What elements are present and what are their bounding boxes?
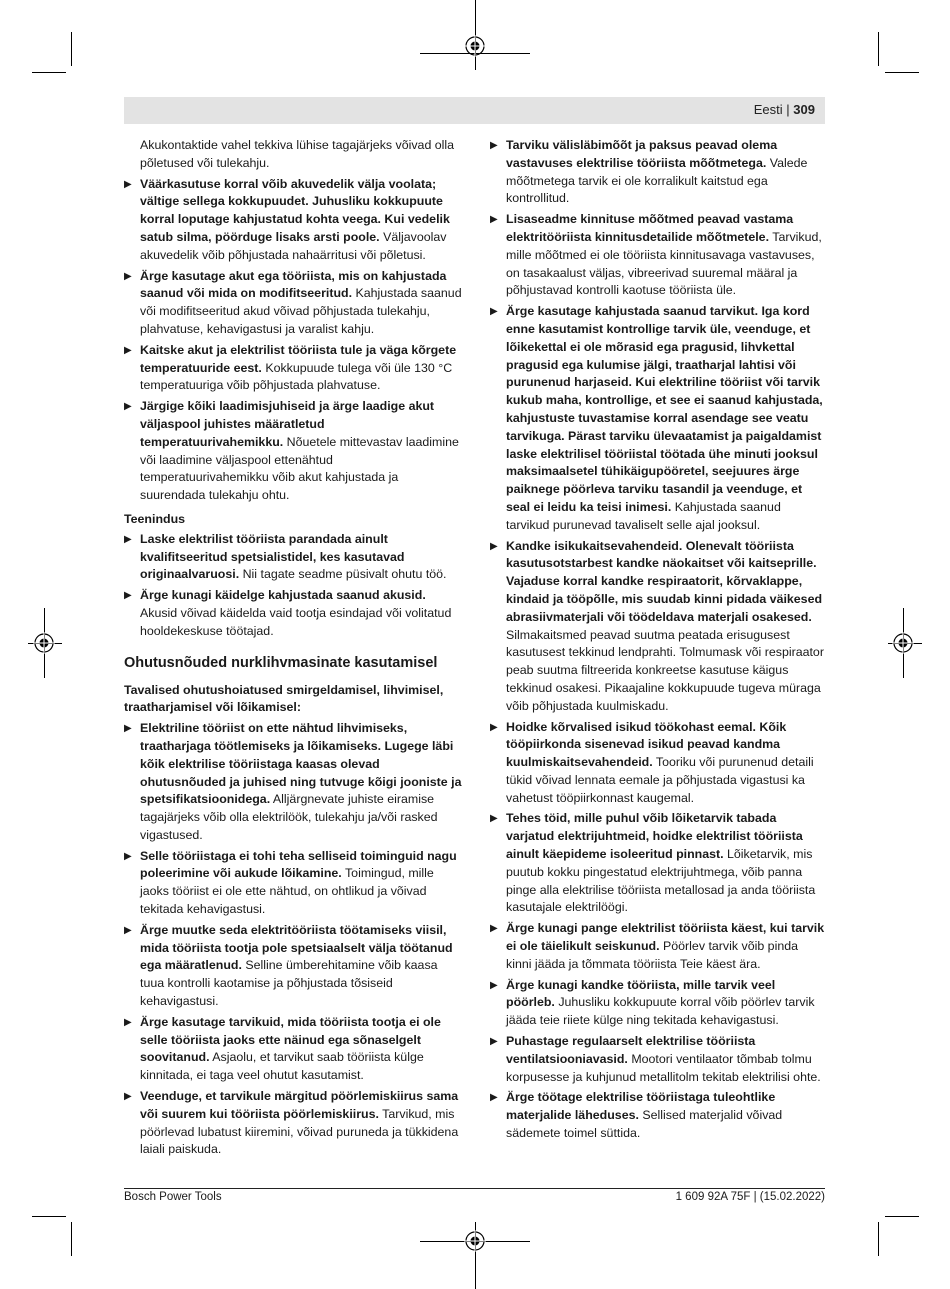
item-body-text: Kokkupuude tulega või üle 130 °C temperatuuriga võib põhjustada plahvatuse. (140, 360, 453, 393)
list-item (124, 848, 464, 919)
footer-doc-id: 1 609 92A 75F | (15.02.2022) (675, 1191, 825, 1203)
item-bold-text: Ärge muutke seda elektritööriista töötamiseks viisil, mida tööriista tootja pole spetsiaalselt välja töötanud ega määratlenud. (140, 922, 453, 973)
crop-mark (878, 32, 879, 66)
item-body-text: Valede mõõtmetega tarvik ei ole korralikult kaitstud ega kontrollitud. (506, 155, 808, 206)
item-body-text: Tooriku või purunenud detaili tükid võivad lennata eemale ja põhjustada vigastusi ka vahetust tööpiirkonnast kaugemal. (506, 755, 814, 805)
item-body-text: Sellised materjalid võivad sädemete toimel süttida. (506, 1108, 783, 1141)
item-bold-text: Laske elektrilist tööriista parandada ainult kvalifitseeritud spetsialistidel, kes kasutavad originaalvaruosi. (140, 531, 405, 582)
bullet-arrow-icon: ▶ (490, 979, 498, 991)
list-item (490, 1089, 826, 1142)
bullet-arrow-icon: ▶ (124, 401, 132, 413)
item-body-text: Asjaolu, et tarvikut saab tööriista külge kinnitada, ei taga veel ohutut kasutamist. (140, 1050, 424, 1083)
item-bold-text: Tehes töid, mille puhul võib lõiketarvik tabada varjatud elektrijuhtmeid, hoidke elektrilist tööriista ainult käepideme isoleeritud pinnast. (506, 811, 803, 862)
service-item-list (124, 531, 464, 641)
page-header (124, 97, 825, 124)
item-body-text: Kahjustada saanud tarvikud purunevad tavaliselt selle ajal jooksul. (506, 499, 781, 532)
bullet-arrow-icon: ▶ (490, 813, 498, 825)
item-body-text: Väljavoolav akuvedelik võib põhjustada nahaärritusi või põletusi. (140, 229, 447, 262)
bullet-arrow-icon: ▶ (490, 306, 498, 318)
item-bold-text: Ärge kunagi pange elektrilist tööriista käest, kui tarvik ei ole täielikult seiskunud. (506, 921, 825, 954)
item-bold-text: Kandke isikukaitsevahendeid. Olenevalt tööriista kasutusotstarbest kandke näokaitset või kaitseprille. Vajaduse korral kandke respiraatorit, kõrvaklappe, kindaid ja tööpõlle, mis suudab kinni pidada väikesed abrasiivmaterjali või töödeldava materjali osakesed. (506, 538, 823, 624)
header-separator: | (786, 102, 790, 117)
item-bold-text: Ärge kasutage tarvikuid, mida tööriista tootja ei ole selle tööriista jaoks ette näinud ega sõnaselgelt soovitanud. (140, 1014, 441, 1065)
crop-mark (71, 32, 72, 66)
item-body-text: Nii tagate seadme püsivalt ohutu töö. (239, 567, 447, 582)
bullet-arrow-icon: ▶ (124, 723, 132, 735)
section-title: Ohutusnõuded nurklihvmasinate kasutamisel (124, 654, 438, 671)
item-body-text: Toimingud, mille jaoks tööriist ei ole ette nähtud, on ohtlikud ja võivad tekitada kehavigastusi. (140, 866, 434, 917)
footer-rule (124, 1188, 825, 1189)
bullet-arrow-icon: ▶ (490, 923, 498, 935)
list-item (124, 342, 464, 395)
bullet-arrow-icon: ▶ (490, 214, 498, 226)
bullet-arrow-icon: ▶ (490, 140, 498, 151)
list-item (490, 977, 826, 1030)
bullet-arrow-icon: ▶ (124, 533, 132, 545)
bullet-arrow-icon: ▶ (490, 540, 498, 552)
bullet-arrow-icon: ▶ (124, 1016, 132, 1028)
crop-mark (878, 1222, 879, 1256)
item-bold-text: Ärge kunagi kandke tööriista, mille tarvik veel pöörleb. (506, 977, 776, 1010)
item-body-text: Mootori ventilaator tõmbab tolmu korpusesse ja kuhjunud metallitolm tekitab elektrilisi ohte. (506, 1051, 821, 1084)
item-bold-text: Elektriline tööriist on ette nähtud lihvimiseks, traatharjaga töötlemiseks ja lõikamiseks. Lugege läbi kõik elektrilise tööriistaga kaasas olevad ohutusnõuded ja juhised ning tutvuge kõigi jooniste ja spetsifikatsioonidega. (140, 721, 462, 807)
item-bold-text: Järgige kõiki laadimisjuhiseid ja ärge laadige akut väljaspool juhistes määratletud temperatuurivahemikku. (140, 399, 435, 449)
registration-mark-icon (464, 1230, 486, 1252)
right-item-list (490, 137, 826, 1143)
list-item (490, 538, 826, 716)
item-body-text: Akusid võivad käidelda vaid tootja esindajad või volitatud hooldekeskuse töötajad. (140, 605, 452, 638)
crop-mark (71, 1222, 72, 1256)
item-bold-text: Ärge kasutage akut ega tööriista, mis on kahjustada saanud või mida on modifitseeritud. (140, 268, 447, 301)
section-item-list (124, 720, 464, 1159)
list-item (124, 398, 464, 505)
list-item (124, 176, 464, 265)
list-item (490, 137, 826, 208)
crop-mark (885, 72, 919, 73)
item-body-text: Pöörlev tarvik võib pinda kinni jääda ja tõmmata tööriista Teie käest ära. (506, 939, 798, 971)
list-item (124, 1088, 464, 1159)
item-bold-text: Hoidke kõrvalised isikud töökohast eemal. Kõik tööpiirkonda sisenevad isikud peavad kandma kuulmiskaitsevahendeid. (506, 719, 787, 770)
list-item (490, 920, 826, 973)
lead-paragraph: Akukontaktide vahel tekkiva lühise tagajärjeks võivad olla põletused või tulekahju. (140, 138, 455, 170)
list-item (124, 720, 464, 845)
item-bold-text: Lisaseadme kinnituse mõõtmed peavad vastama elektritööriista kinnitusdetailide mõõtmetele. (506, 212, 794, 244)
item-bold-text: Ärge töötage elektrilise tööriistaga tuleohtlike materjalide läheduses. (506, 1090, 776, 1123)
bullet-arrow-icon: ▶ (490, 1092, 498, 1104)
header-language: Eesti (753, 102, 783, 117)
item-bold-text: Veenduge, et tarvikule märgitud pöörlemiskiirus sama või suurem kui tööriista pöörlemiskiirus. (140, 1089, 459, 1121)
bullet-arrow-icon: ▶ (490, 721, 498, 733)
item-body-text: Kahjustada saanud või modifitseeritud akud võivad põhjustada tulekahju, plahvatuse, kehavigastusi ja varalist kahju. (140, 286, 462, 336)
bullet-arrow-icon: ▶ (124, 590, 132, 602)
list-item (124, 587, 464, 640)
item-bold-text: Selle tööriistaga ei tohi teha selliseid toiminguid nagu poleerimine või aukude lõikamine. (140, 848, 457, 881)
crop-mark (32, 72, 66, 73)
bullet-arrow-icon: ▶ (124, 1091, 132, 1103)
item-bold-text: Puhastage regulaarselt elektrilise tööriista ventilatsiooniavasid. (506, 1034, 756, 1066)
bullet-arrow-icon: ▶ (490, 1036, 498, 1048)
item-bold-text: Kaitske akut ja elektrilist tööriista tule ja väga kõrgete temperatuuride eest. (140, 342, 457, 375)
service-heading: Teenindus (124, 511, 186, 526)
item-bold-text: Ärge kunagi käidelge kahjustada saanud akusid. (140, 588, 426, 603)
registration-mark-icon (464, 35, 486, 57)
item-body-text: Lõiketarvik, mis puutub kokku pingestatud elektrijuhtmega, võib panna pinge alla elektrilise tööriista metallosad ja anda tööriista kasutajale elektrilöögi. (506, 847, 816, 915)
bullet-arrow-icon: ▶ (124, 178, 132, 190)
item-bold-text: Väärkasutuse korral võib akuvedelik välja voolata; vältige sellega kokkupuudet. Juhusliku kokkupuute korral loputage kahjustatud kohta veega. Kui vedelik satub silma, pöörduge lisaks arsti poole. (140, 176, 450, 244)
list-item (124, 531, 464, 584)
item-bold-text: Tarviku välisläbimõõt ja paksus peavad olema vastavuses elektrilise tööriista mõõtmetega. (506, 138, 778, 170)
item-body-text: Silmakaitsmed peavad suutma peatada erisugusest kasutusest tekkinud lendprahti. Tolmumask või respiraator peab suutma filtreerida konkreetse kasutuse käigus tekkinud osakesi. Pikaajaline kokkupuude tugeva müraga võib põhjustada kuulmiskadu. (506, 627, 824, 713)
left-item-list (124, 176, 464, 505)
registration-mark-icon (892, 632, 914, 654)
item-body-text: Tarvikud, mis pöörlevad lubatust kiiremini, võivad puruneda ja tükkidena laiali paiskuda. (140, 1106, 459, 1157)
item-body-text: Juhusliku kokkupuute korral võib pöörlev tarvik jääda teie riiete külge ning tekitada kehavigastusi. (506, 995, 815, 1028)
bullet-arrow-icon: ▶ (124, 924, 132, 936)
list-item (124, 1014, 464, 1085)
list-item (124, 268, 464, 339)
registration-mark-icon (33, 632, 55, 654)
right-column (490, 137, 826, 1146)
left-column (124, 137, 464, 1162)
header-text (754, 102, 815, 117)
item-body-text: Selline ümberehitamine võib kaasa tuua kontrolli kaotamise ja põhjustada tõsiseid kehavigastusi. (140, 958, 438, 1009)
crop-mark (885, 1216, 919, 1217)
bullet-arrow-icon: ▶ (124, 270, 132, 282)
list-item (490, 1033, 826, 1086)
bullet-arrow-icon: ▶ (124, 344, 132, 356)
item-body-text: Tarvikud, mille mõõtmed ei ole tööriista kinnitusavaga vastavuses, on tasakaalust väljas, vibreerivad suuremal määral ja põhjustavad kontrolli kaotuse tööriista üle. (506, 229, 822, 298)
item-body-text: Nõuetele mittevastav laadimine või laadimine väljaspool ettenähtud temperatuurivahemikku võib akut kahjustada ja suurendada tulekahju ohtu. (140, 434, 459, 503)
crop-mark (32, 1216, 66, 1217)
section-intro: Tavalised ohutushoiatused smirgeldamisel, lihvimisel, traatharjamisel või lõikamisel: (124, 682, 444, 715)
list-item (490, 303, 826, 534)
item-bold-text: Ärge kasutage kahjustada saanud tarvikut. Iga kord enne kasutamist kontrollige tarvik üle, veenduge, et lõikekettal ei ole mõrasid ega pragusid, lihvkettal pragusid ega kulumise jälgi, traatharjal lahtisi või purunenud harjaseid. Kui elektriline tööriist või tarvik kukub maha, kontrollige, et see ei saanud kahjustada, kahjustuste tuvastamise korral asendage see veatu tarvikuga. Pärast tarviku ülevaatamist ja paigaldamist laske elektrilisel tööriistal töötada ühe minuti jooksul maksimaalsetel tühikäigupööretel, seejuures ärge paiknege pöörleva tarviku tasandil ja veenduge, et seal ei leidu ka teisi inimesi. (506, 304, 823, 514)
bullet-arrow-icon: ▶ (124, 850, 132, 862)
list-item (124, 922, 464, 1011)
page-number: 309 (793, 102, 815, 117)
list-item (490, 810, 826, 917)
item-body-text: Alljärgnevate juhiste eiramise tagajärjeks võib olla elektrilöök, tulekahju ja/või rasked vigastused. (140, 792, 438, 842)
list-item (490, 211, 826, 300)
footer-brand: Bosch Power Tools (124, 1191, 222, 1203)
list-item (490, 719, 826, 808)
